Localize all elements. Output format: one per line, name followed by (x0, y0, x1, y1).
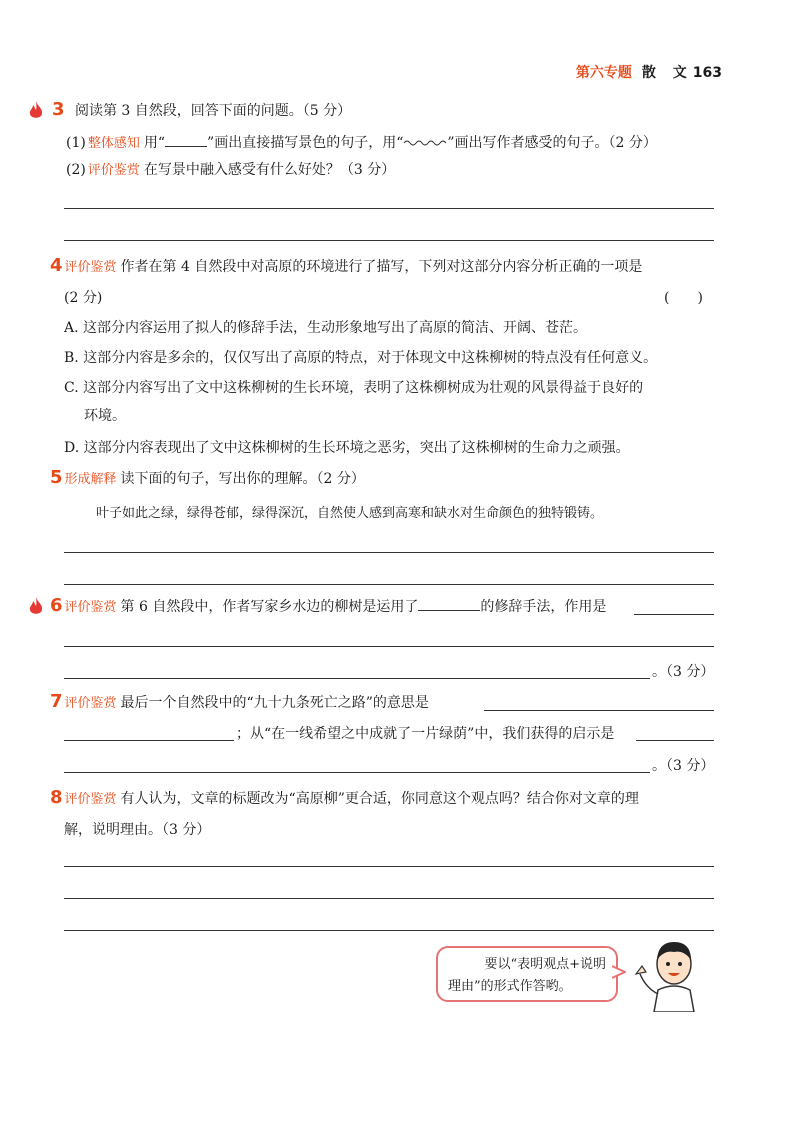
fill-blank-line[interactable] (64, 740, 234, 741)
skill-tag: 评价鉴赏 (64, 696, 117, 711)
question-text: 读下面的句子，写出你的理解。（2 分） (120, 471, 365, 487)
flame-icon (28, 597, 44, 617)
answer-line[interactable] (64, 898, 714, 899)
page-number: 163 (692, 65, 722, 81)
option-b[interactable]: B. 这部分内容是多余的，仅仅写出了高原的特点，对于体现文中这株柳树的特点没有任何意义。 (64, 350, 658, 366)
question-number: 8 (50, 787, 63, 808)
question-7 (50, 692, 429, 714)
question-number: 7 (50, 691, 63, 712)
part-text: ”画出写作者感受的句子。（2 分） (447, 135, 657, 151)
tip-line-2: 理由”的形式作答哟。 (448, 979, 572, 994)
question-6 (50, 596, 606, 618)
skill-tag: 评价鉴赏 (64, 260, 117, 275)
skill-tag: 评价鉴赏 (64, 600, 117, 615)
question-8-continued: 解，说明理由。（3 分） (64, 822, 211, 838)
question-5 (50, 468, 365, 490)
part-prefix: (1) (66, 135, 86, 151)
question-3-part-1 (66, 132, 657, 154)
part-text: 用“ (143, 135, 166, 151)
question-title: 阅读第 3 自然段，回答下面的问题。（5 分） (74, 103, 352, 119)
skill-tag: 整体感知 (87, 136, 140, 151)
option-c[interactable]: C. 这部分内容写出了文中这株柳树的生长环境，表明了这株柳树成为壮观的风景得益于良好的 (64, 380, 644, 396)
page-header (576, 62, 722, 82)
answer-line[interactable] (64, 772, 650, 773)
tip-line-1: 要以“表明观点+说明 (484, 957, 606, 972)
part-text: 在写景中融入感受有什么好处？（3 分） (143, 162, 396, 178)
part-text: ”画出直接描写景色的句子，用“ (207, 135, 404, 151)
answer-line[interactable] (64, 552, 714, 553)
quoted-sentence: 叶子如此之绿，绿得苍郁，绿得深沉，自然使人感到高寒和缺水对生命颜色的独特锻铸。 (96, 506, 604, 521)
part-prefix: (2) (66, 162, 86, 178)
option-d[interactable]: D. 这部分内容表现出了文中这株柳树的生长环境之恶劣，突出了这株柳树的生命力之顽强。 (64, 440, 630, 456)
answer-line[interactable] (64, 208, 714, 209)
question-number: 4 (50, 255, 63, 276)
answer-line[interactable] (64, 678, 650, 679)
question-7-continued: ；从“在一线希望之中成就了一片绿荫”中，我们获得的启示是 (236, 726, 615, 742)
skill-tag: 评价鉴赏 (87, 163, 140, 178)
question-number: 3 (52, 99, 65, 120)
fill-blank-line[interactable] (634, 614, 714, 615)
answer-parentheses[interactable]: ( ) (664, 290, 703, 306)
boy-pointing-illustration (628, 930, 720, 1012)
skill-tag: 形成解释 (64, 472, 117, 487)
answer-line[interactable] (64, 866, 714, 867)
skill-tag: 评价鉴赏 (64, 792, 117, 807)
question-text: 作者在第 4 自然段中对高原的环境进行了描写，下列对这部分内容分析正确的一项是 (120, 259, 643, 275)
fill-blank-line[interactable] (636, 740, 714, 741)
fill-blank[interactable] (418, 596, 480, 611)
question-text: 有人认为，文章的标题改为“高原柳”更合适，你同意这个观点吗？结合你对文章的理 (120, 791, 639, 807)
option-c-continued: 环境。 (84, 408, 126, 424)
question-4 (50, 256, 642, 278)
question-number: 5 (50, 467, 63, 488)
answer-line[interactable] (64, 584, 714, 585)
question-4-score: (2 分) (64, 290, 103, 306)
fill-blank-line[interactable] (484, 710, 714, 711)
question-text: 第 6 自然段中，作者写家乡水边的柳树是运用了 (120, 599, 419, 615)
question-3 (52, 100, 351, 121)
question-text: 最后一个自然段中的“九十九条死亡之路”的意思是 (120, 695, 429, 711)
straight-line-sample (165, 132, 207, 147)
question-6-score: 。（3 分） (652, 664, 715, 680)
question-text: 的修辞手法，作用是 (480, 599, 607, 615)
question-number: 6 (50, 595, 63, 616)
flame-icon (28, 101, 44, 121)
header-category: 第六专题 (575, 65, 632, 81)
answer-line[interactable] (64, 930, 714, 931)
tip-bubble (436, 946, 618, 1002)
question-3-part-2 (66, 160, 395, 181)
header-section: 散 文 (641, 65, 693, 81)
answer-line[interactable] (64, 646, 714, 647)
question-7-score: 。（3 分） (652, 758, 715, 774)
wavy-line-sample (403, 133, 447, 147)
bubble-tail (612, 964, 626, 980)
option-a[interactable]: A. 这部分内容运用了拟人的修辞手法，生动形象地写出了高原的简洁、开阔、苍茫。 (64, 320, 588, 336)
question-8 (50, 788, 639, 810)
answer-line[interactable] (64, 240, 714, 241)
